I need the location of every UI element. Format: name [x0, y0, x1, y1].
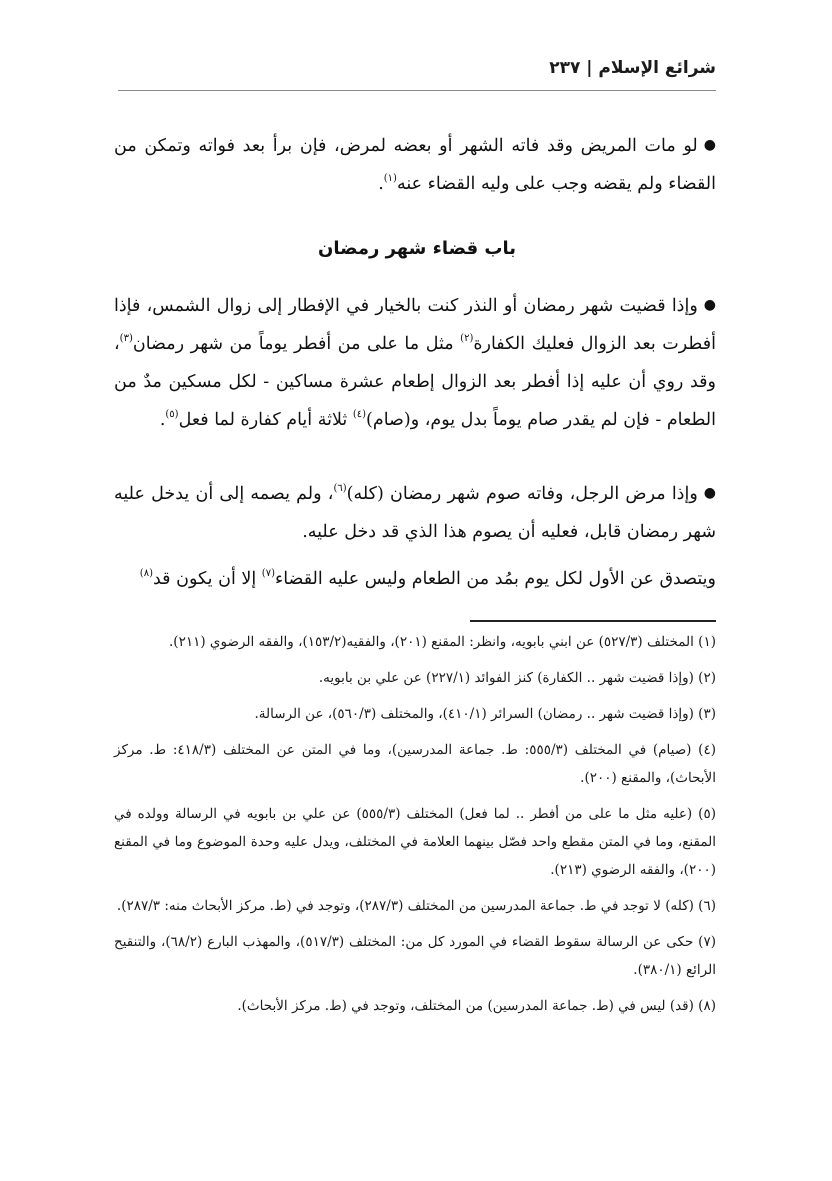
footnote-8: (٨) (قد) ليس في (ط. جماعة المدرسين) من المختلف، وتوجد في (ط. مركز الأبحاث).	[237, 998, 716, 1014]
paragraph-4	[114, 560, 716, 598]
paragraph-text: مثل ما على من أفطر يوماً من شهر رمضان	[132, 334, 461, 354]
punctuation: .	[378, 174, 384, 194]
paragraph-2	[114, 286, 716, 439]
paragraph-1	[114, 126, 716, 203]
section-heading: باب قضاء شهر رمضان	[317, 238, 517, 259]
footnotes	[114, 628, 716, 1028]
paragraph-text: لو مات المريض وقد فاته الشهر أو بعضه لمرض، فإن برأ بعد فواته وتمكن من القضاء ولم يقضه وجب على وليه القضاء عنه	[114, 136, 716, 194]
footnote-6: (٦) (كله) لا توجد في ط. جماعة المدرسين من المختلف (٢٨٧/٣)، وتوجد في (ط. مركز الأبحاث منه: ٢٨٧/٣).	[116, 898, 716, 914]
footnote-ref: (٣)	[119, 333, 133, 344]
footnote-7: (٧) حكى عن الرسالة سقوط القضاء في المورد كل من: المختلف (٥١٧/٣)، والمهذب البارع (٦٨/٢)، والتنقيح الرائع (٣٨٠/١).	[114, 934, 716, 978]
footnote-1: (١) المختلف (٥٢٧/٣) عن ابني بابويه، وانظر: المقنع (٢٠١)، والفقيه(١٥٣/٢)، والفقه الرضوي (٢١١).	[169, 634, 716, 650]
paragraph-text: ثلاثة أيام كفارة لما فعل	[178, 410, 353, 430]
footnote-3: (٣) (وإذا قضيت شهر .. رمضان) السرائر (٤١٠/١)، والمختلف (٥٦٠/٣)، عن الرسالة.	[254, 706, 716, 722]
footnote-ref: (٧)	[261, 568, 275, 579]
footnote-ref: (٨)	[139, 568, 153, 579]
bullet-icon: ●	[703, 297, 716, 313]
paragraph-text: ويتصدق عن الأول لكل يوم بمُد من الطعام وليس عليه القضاء	[274, 569, 716, 589]
paragraph-text: وإذا قضيت شهر رمضان أو النذر كنت بالخيار في الإفطار إلى زوال الشمس، فإذا أفطرت بعد الزوال فعليك الكفارة	[114, 296, 716, 354]
paragraph-3	[114, 474, 716, 551]
paragraph-text: ، ولم يصمه إلى أن يدخل عليه شهر رمضان قابل، فعليه أن يصوم هذا الذي قد دخل عليه.	[114, 484, 716, 542]
running-header: شرائع الإسلام | ٢٣٧	[549, 58, 716, 78]
footnote-ref: (٦)	[333, 483, 347, 494]
paragraph-text: ، وقد روي أن عليه إذا أفطر بعد الزوال إطعام عشرة مساكين - لكل مسكين مدٌ من الطعام - فإن لم يقدر صام يوماً بدل يوم، و(صام)	[114, 334, 716, 430]
footnote-4: (٤) (صيام) في المختلف (٥٥٥/٣: ط. جماعة المدرسين)، وما في المتن عن المختلف (٤١٨/٣: ط. مركز الأبحاث)، والمقنع (٢٠٠).	[114, 742, 717, 786]
footnote-5: (٥) (عليه مثل ما على من أفطر .. لما فعل) المختلف (٥٥٥/٣) عن علي بن بابويه في الرسالة وولده في المقنع، وما في المتن مقطع واحد فصّل بينهما العلامة في المختلف، ويدل عليه وحدة الموضوع وما في المقنع (٢٠٠)، والفقه الرضوي (٢١٣).	[114, 806, 716, 878]
header-rule	[118, 90, 716, 91]
paragraph-text: وإذا مرض الرجل، وفاته صوم شهر رمضان (كله)	[346, 484, 698, 504]
footnote-ref: (١)	[383, 173, 397, 184]
footnote-ref: (٢)	[460, 333, 474, 344]
footnote-ref: (٥)	[165, 409, 179, 420]
footnote-rule	[470, 620, 716, 622]
punctuation: .	[159, 410, 166, 430]
bullet-icon: ●	[703, 485, 716, 501]
paragraph-text: إلا أن يكون قد	[152, 569, 262, 589]
bullet-icon: ●	[703, 137, 716, 153]
footnote-2: (٢) (وإذا قضيت شهر .. الكفارة) كنز الفوائد (٢٢٧/١) عن علي بن بابويه.	[318, 670, 716, 686]
footnote-ref: (٤)	[352, 409, 367, 420]
